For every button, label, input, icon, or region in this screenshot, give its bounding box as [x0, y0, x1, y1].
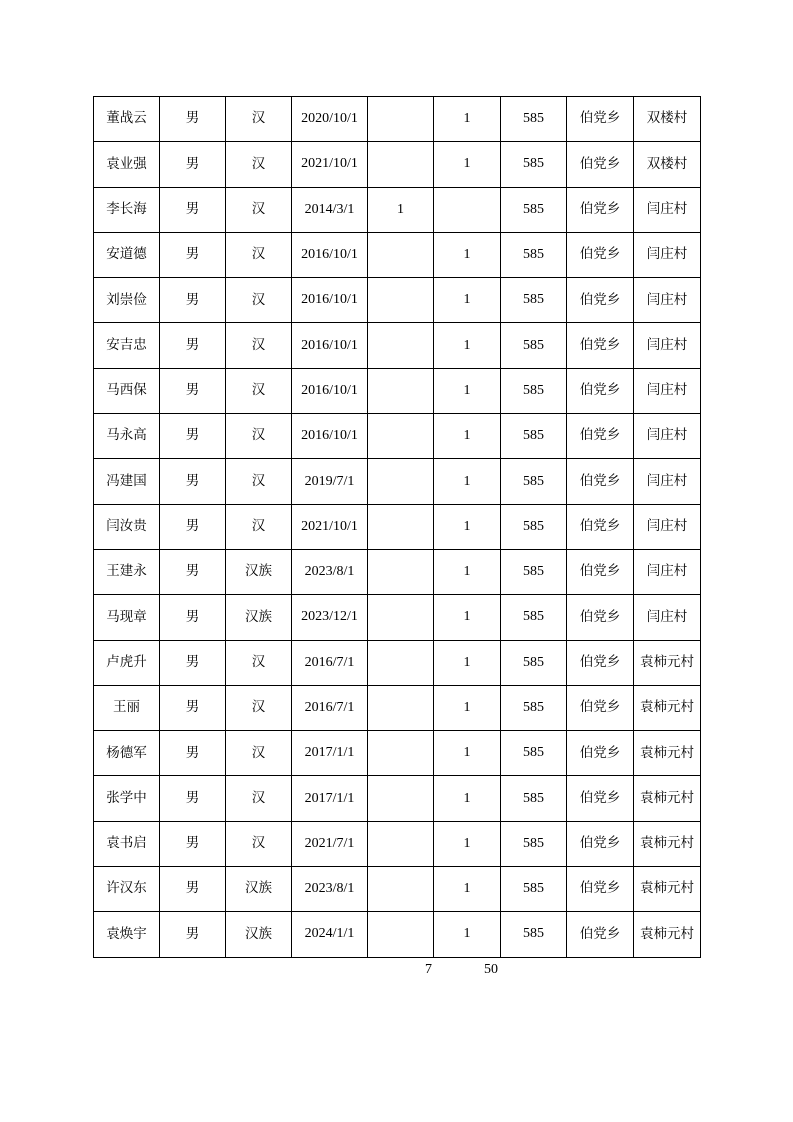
amount-cell: 585: [501, 685, 567, 730]
count-cell-a: [368, 278, 434, 323]
date-cell: 2016/10/1: [292, 414, 368, 459]
count-cell-a: [368, 414, 434, 459]
count-cell-a: [368, 731, 434, 776]
village-cell: 闫庄村: [634, 549, 701, 594]
date-cell: 2016/10/1: [292, 232, 368, 277]
table-row: [94, 142, 701, 187]
count-cell-b: 1: [434, 549, 501, 594]
amount-cell: 585: [501, 459, 567, 504]
ethnicity-cell: 汉: [226, 731, 292, 776]
table-row: [94, 187, 701, 232]
gender-cell: 男: [160, 867, 226, 912]
village-cell: 袁柿元村: [634, 731, 701, 776]
gender-cell: 男: [160, 912, 226, 957]
village-cell: 闫庄村: [634, 504, 701, 549]
table-row: [94, 912, 701, 957]
ethnicity-cell: 汉: [226, 414, 292, 459]
ethnicity-cell: 汉族: [226, 912, 292, 957]
gender-cell: 男: [160, 685, 226, 730]
name-cell: 刘崇俭: [94, 278, 160, 323]
count-cell-a: [368, 912, 434, 957]
count-cell-b: 1: [434, 459, 501, 504]
ethnicity-cell: 汉: [226, 323, 292, 368]
township-cell: 伯党乡: [567, 776, 634, 821]
ethnicity-cell: 汉: [226, 685, 292, 730]
amount-cell: 585: [501, 867, 567, 912]
amount-cell: 585: [501, 821, 567, 866]
roster-table: [93, 96, 701, 958]
count-cell-a: [368, 97, 434, 142]
name-cell: 王建永: [94, 549, 160, 594]
table-row: [94, 368, 701, 413]
date-cell: 2019/7/1: [292, 459, 368, 504]
village-cell: 闫庄村: [634, 368, 701, 413]
table-row: [94, 278, 701, 323]
ethnicity-cell: 汉: [226, 459, 292, 504]
table-row: [94, 821, 701, 866]
township-cell: 伯党乡: [567, 640, 634, 685]
township-cell: 伯党乡: [567, 459, 634, 504]
amount-cell: 585: [501, 414, 567, 459]
ethnicity-cell: 汉: [226, 278, 292, 323]
township-cell: 伯党乡: [567, 97, 634, 142]
table-row: [94, 232, 701, 277]
date-cell: 2016/7/1: [292, 685, 368, 730]
count-cell-b: 1: [434, 97, 501, 142]
count-cell-b: 1: [434, 731, 501, 776]
township-cell: 伯党乡: [567, 549, 634, 594]
count-cell-a: [368, 640, 434, 685]
gender-cell: 男: [160, 776, 226, 821]
amount-cell: 585: [501, 97, 567, 142]
count-cell-b: 1: [434, 912, 501, 957]
count-cell-b: 1: [434, 278, 501, 323]
amount-cell: 585: [501, 142, 567, 187]
township-cell: 伯党乡: [567, 912, 634, 957]
date-cell: 2023/8/1: [292, 549, 368, 594]
village-cell: 袁柿元村: [634, 867, 701, 912]
ethnicity-cell: 汉: [226, 640, 292, 685]
gender-cell: 男: [160, 368, 226, 413]
name-cell: 卢虎升: [94, 640, 160, 685]
name-cell: 马永高: [94, 414, 160, 459]
count-cell-a: [368, 232, 434, 277]
name-cell: 李长海: [94, 187, 160, 232]
village-cell: 闫庄村: [634, 414, 701, 459]
amount-cell: 585: [501, 731, 567, 776]
ethnicity-cell: 汉族: [226, 595, 292, 640]
amount-cell: 585: [501, 232, 567, 277]
gender-cell: 男: [160, 97, 226, 142]
date-cell: 2021/10/1: [292, 142, 368, 187]
village-cell: 闫庄村: [634, 459, 701, 504]
table-row: [94, 640, 701, 685]
count-cell-b: 1: [434, 640, 501, 685]
table-row: [94, 549, 701, 594]
table-row: [94, 97, 701, 142]
date-cell: 2016/10/1: [292, 368, 368, 413]
table-row: [94, 595, 701, 640]
count-cell-a: [368, 867, 434, 912]
count-cell-a: [368, 459, 434, 504]
count-cell-a: [368, 685, 434, 730]
count-cell-b: 1: [434, 414, 501, 459]
count-cell-b: 1: [434, 504, 501, 549]
count-cell-b: [434, 187, 501, 232]
roster-body: [94, 97, 701, 958]
count-cell-a: [368, 504, 434, 549]
ethnicity-cell: 汉: [226, 232, 292, 277]
gender-cell: 男: [160, 821, 226, 866]
township-cell: 伯党乡: [567, 504, 634, 549]
table-row: [94, 731, 701, 776]
footer-count-a: 7: [425, 962, 432, 977]
name-cell: 王丽: [94, 685, 160, 730]
township-cell: 伯党乡: [567, 685, 634, 730]
date-cell: 2023/12/1: [292, 595, 368, 640]
ethnicity-cell: 汉族: [226, 549, 292, 594]
count-cell-a: [368, 142, 434, 187]
township-cell: 伯党乡: [567, 821, 634, 866]
township-cell: 伯党乡: [567, 278, 634, 323]
count-cell-b: 1: [434, 232, 501, 277]
township-cell: 伯党乡: [567, 142, 634, 187]
date-cell: 2023/8/1: [292, 867, 368, 912]
table-row: [94, 414, 701, 459]
count-cell-a: [368, 821, 434, 866]
count-cell-b: 1: [434, 867, 501, 912]
amount-cell: 585: [501, 640, 567, 685]
date-cell: 2017/1/1: [292, 776, 368, 821]
table-row: [94, 504, 701, 549]
gender-cell: 男: [160, 278, 226, 323]
name-cell: 杨德军: [94, 731, 160, 776]
ethnicity-cell: 汉: [226, 821, 292, 866]
count-cell-b: 1: [434, 595, 501, 640]
name-cell: 马现章: [94, 595, 160, 640]
township-cell: 伯党乡: [567, 595, 634, 640]
village-cell: 闫庄村: [634, 232, 701, 277]
village-cell: 袁柿元村: [634, 685, 701, 730]
name-cell: 安道德: [94, 232, 160, 277]
date-cell: 2024/1/1: [292, 912, 368, 957]
table-row: [94, 323, 701, 368]
name-cell: 张学中: [94, 776, 160, 821]
count-cell-b: 1: [434, 142, 501, 187]
township-cell: 伯党乡: [567, 187, 634, 232]
amount-cell: 585: [501, 504, 567, 549]
amount-cell: 585: [501, 368, 567, 413]
count-cell-b: 1: [434, 821, 501, 866]
date-cell: 2014/3/1: [292, 187, 368, 232]
footer-count-b: 50: [484, 962, 498, 977]
count-cell-a: [368, 323, 434, 368]
township-cell: 伯党乡: [567, 232, 634, 277]
gender-cell: 男: [160, 414, 226, 459]
amount-cell: 585: [501, 595, 567, 640]
gender-cell: 男: [160, 731, 226, 776]
gender-cell: 男: [160, 232, 226, 277]
township-cell: 伯党乡: [567, 323, 634, 368]
village-cell: 闫庄村: [634, 595, 701, 640]
ethnicity-cell: 汉: [226, 97, 292, 142]
table-row: [94, 867, 701, 912]
table-row: [94, 685, 701, 730]
village-cell: 闫庄村: [634, 187, 701, 232]
village-cell: 袁柿元村: [634, 821, 701, 866]
ethnicity-cell: 汉: [226, 776, 292, 821]
gender-cell: 男: [160, 142, 226, 187]
gender-cell: 男: [160, 549, 226, 594]
township-cell: 伯党乡: [567, 867, 634, 912]
ethnicity-cell: 汉: [226, 368, 292, 413]
amount-cell: 585: [501, 549, 567, 594]
amount-cell: 585: [501, 776, 567, 821]
date-cell: 2016/7/1: [292, 640, 368, 685]
village-cell: 闫庄村: [634, 278, 701, 323]
gender-cell: 男: [160, 187, 226, 232]
count-cell-a: [368, 776, 434, 821]
date-cell: 2016/10/1: [292, 323, 368, 368]
date-cell: 2020/10/1: [292, 97, 368, 142]
name-cell: 袁业强: [94, 142, 160, 187]
gender-cell: 男: [160, 323, 226, 368]
name-cell: 许汉东: [94, 867, 160, 912]
table-row: [94, 459, 701, 504]
count-cell-b: 1: [434, 776, 501, 821]
count-cell-b: 1: [434, 368, 501, 413]
amount-cell: 585: [501, 912, 567, 957]
count-cell-a: 1: [368, 187, 434, 232]
ethnicity-cell: 汉族: [226, 867, 292, 912]
name-cell: 冯建国: [94, 459, 160, 504]
amount-cell: 585: [501, 323, 567, 368]
name-cell: 袁书启: [94, 821, 160, 866]
gender-cell: 男: [160, 595, 226, 640]
township-cell: 伯党乡: [567, 731, 634, 776]
count-cell-b: 1: [434, 323, 501, 368]
amount-cell: 585: [501, 187, 567, 232]
count-cell-a: [368, 368, 434, 413]
township-cell: 伯党乡: [567, 414, 634, 459]
amount-cell: 585: [501, 278, 567, 323]
name-cell: 安吉忠: [94, 323, 160, 368]
name-cell: 袁焕宇: [94, 912, 160, 957]
ethnicity-cell: 汉: [226, 504, 292, 549]
village-cell: 袁柿元村: [634, 912, 701, 957]
village-cell: 袁柿元村: [634, 776, 701, 821]
village-cell: 袁柿元村: [634, 640, 701, 685]
date-cell: 2017/1/1: [292, 731, 368, 776]
village-cell: 双楼村: [634, 142, 701, 187]
count-cell-b: 1: [434, 685, 501, 730]
date-cell: 2016/10/1: [292, 278, 368, 323]
village-cell: 闫庄村: [634, 323, 701, 368]
count-cell-a: [368, 549, 434, 594]
name-cell: 马西保: [94, 368, 160, 413]
gender-cell: 男: [160, 640, 226, 685]
ethnicity-cell: 汉: [226, 142, 292, 187]
name-cell: 董战云: [94, 97, 160, 142]
table-row: [94, 776, 701, 821]
date-cell: 2021/10/1: [292, 504, 368, 549]
count-cell-a: [368, 595, 434, 640]
name-cell: 闫汝贵: [94, 504, 160, 549]
township-cell: 伯党乡: [567, 368, 634, 413]
ethnicity-cell: 汉: [226, 187, 292, 232]
village-cell: 双楼村: [634, 97, 701, 142]
date-cell: 2021/7/1: [292, 821, 368, 866]
gender-cell: 男: [160, 504, 226, 549]
gender-cell: 男: [160, 459, 226, 504]
